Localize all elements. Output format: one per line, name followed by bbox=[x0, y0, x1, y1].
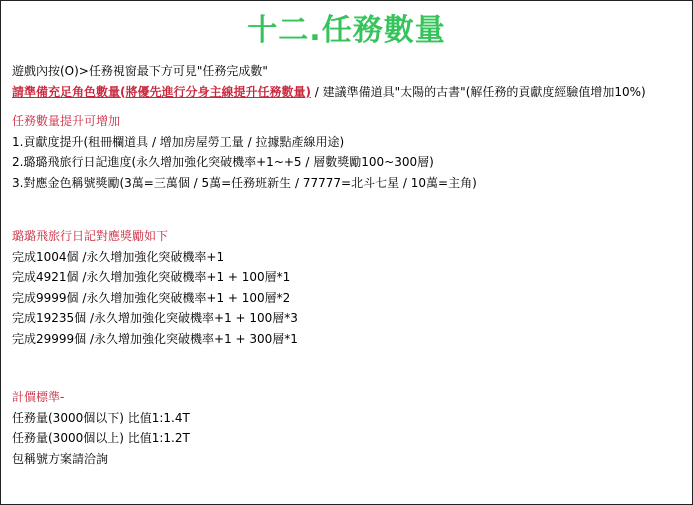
document-body bbox=[12, 61, 684, 469]
pricing-item-1: 任務量(3000個以下) 比值1:1.4T bbox=[12, 410, 190, 425]
increase-item-2: 2.璐璐飛旅行日記進度(永久增加強化突破機率+1~+5 / 層數獎勵100~300層) bbox=[12, 155, 434, 169]
pricing-item-2: 任務量(3000個以上) 比值1:1.2T bbox=[12, 431, 190, 445]
reward-item-4: 完成19235個 /永久增加強化突破機率+1 + 100層*3 bbox=[12, 311, 298, 325]
reward-item-3: 完成9999個 /永久增加強化突破機率+1 + 100層*2 bbox=[12, 290, 291, 305]
section-heading-pricing: 計價標準- bbox=[12, 390, 65, 404]
page-title: 十二.任務數量 bbox=[247, 13, 446, 48]
character-count-notice: 請準備充足角色數量(將優先進行分身主線提升任務數量) bbox=[12, 84, 311, 99]
spacer bbox=[12, 349, 684, 387]
spacer bbox=[12, 193, 684, 226]
increase-item-1: 1.貢獻度提升(租冊欄道具 / 增加房屋勞工量 / 拉據點產線用途) bbox=[12, 134, 345, 149]
section-heading-rewards: 璐璐飛旅行日記對應獎勵如下 bbox=[12, 229, 169, 243]
reward-item-1: 完成1004個 /永久增加強化突破機率+1 bbox=[12, 249, 225, 264]
section-heading-increase: 任務數量提升可增加 bbox=[12, 114, 121, 128]
reward-item-5: 完成29999個 /永久增加強化突破機率+1 + 300層*1 bbox=[12, 331, 298, 346]
reward-item-2: 完成4921個 /永久增加強化突破機率+1 + 100層*1 bbox=[12, 270, 291, 284]
item-suggestion-text: / 建議準備道具"太陽的古書"(解任務的貢獻度經驗值增加10%) bbox=[310, 84, 646, 99]
spacer bbox=[12, 102, 684, 111]
increase-item-3: 3.對應金色稱號獎勵(3萬=三萬個 / 5萬=任務班新生 / 77777=北斗七星 / 10萬=主角) bbox=[12, 175, 477, 190]
intro-line-2 bbox=[12, 82, 684, 103]
intro-line-1: 遊戲內按(O)>任務視窗最下方可見"任務完成數" bbox=[12, 64, 268, 78]
pricing-item-3: 包稱號方案請洽詢 bbox=[12, 451, 109, 466]
